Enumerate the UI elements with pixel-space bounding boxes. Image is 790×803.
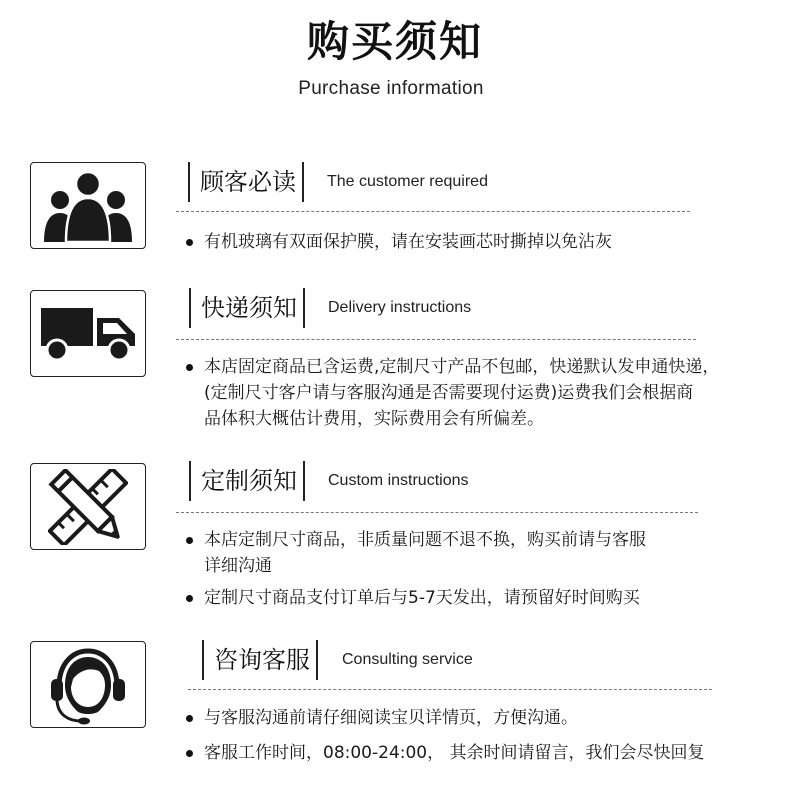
people-group-icon: [38, 170, 138, 242]
section-1-title: 顾客必读: [200, 168, 296, 196]
section-2-title: 快递须知: [201, 294, 297, 322]
bullet-dot: [186, 715, 193, 722]
divider: [176, 211, 690, 212]
ruler-pencil-icon: [48, 469, 128, 545]
section-3-title: 定制须知: [201, 467, 297, 495]
section-4-subtitle: Consulting service: [342, 651, 473, 668]
section-4-title: 咨询客服: [214, 646, 310, 674]
bullet-dot: [186, 239, 193, 246]
section-1-icon-box: [30, 162, 146, 249]
list-item: 客服工作时间，08:00-24:00， 其余时间请留言，我们会尽快回复: [186, 740, 786, 766]
section-3-icon-box: [30, 463, 146, 550]
bullet-dot: [186, 537, 193, 544]
bullet-dot: [186, 595, 193, 602]
page-title: 购买须知: [306, 17, 483, 66]
page-subtitle: Purchase information: [298, 78, 484, 99]
customer-service-headset-icon: [45, 645, 131, 725]
bullet-dot: [186, 364, 193, 371]
list-item: 本店定制尺寸商品，非质量问题不退不换，购买前请与客服 详细沟通: [186, 527, 786, 579]
section-3-subtitle: Custom instructions: [328, 472, 469, 489]
bullet-dot: [186, 750, 193, 757]
list-item: 本店固定商品已含运费,定制尺寸产品不包邮，快递默认发申通快递， (定制尺寸客户请与客服沟通是否需要现付运费)运费我们会根据商 品体积大概估计费用，实际费用会有所偏差。: [186, 354, 786, 432]
section-2-icon-box: [30, 290, 146, 377]
divider: [188, 689, 712, 690]
list-item: 有机玻璃有双面保护膜，请在安装画芯时撕掉以免沾灰: [186, 229, 766, 255]
divider: [176, 512, 698, 513]
divider: [176, 339, 696, 340]
section-1-subtitle: The customer required: [327, 173, 488, 190]
list-item: 与客服沟通前请仔细阅读宝贝详情页，方便沟通。: [186, 705, 786, 731]
section-2-subtitle: Delivery instructions: [328, 299, 472, 316]
section-4-icon-box: [30, 641, 146, 728]
delivery-truck-icon: [39, 306, 137, 362]
list-item: 定制尺寸商品支付订单后与5-7天发出，请预留好时间购买: [186, 585, 786, 611]
